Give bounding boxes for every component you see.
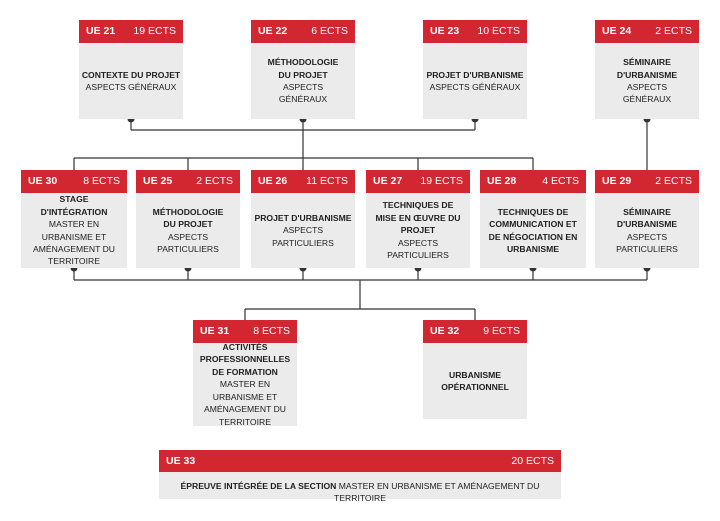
ue-ects: 19 ECTS — [420, 175, 463, 187]
ue-24-box — [595, 20, 699, 119]
ue-24-header — [595, 20, 699, 43]
ue-code: UE 32 — [430, 325, 460, 337]
ue-21-box — [79, 20, 183, 119]
ue-25-box — [136, 170, 240, 268]
ue-21-header — [79, 20, 183, 43]
ue-subtitle: ASPECTS PARTICULIERS — [272, 225, 334, 248]
ue-title: TECHNIQUES DE COMMUNICATION ET DE NÉGOCIATION EN URBANISME — [488, 206, 578, 254]
ue-code: UE 30 — [28, 175, 58, 187]
ue-subtitle: ASPECTS GÉNÉRAUX — [622, 82, 672, 105]
ue-code: UE 24 — [602, 25, 632, 37]
ue-32-header — [423, 320, 527, 343]
ue-30-header — [21, 170, 127, 193]
ue-code: UE 22 — [258, 25, 288, 37]
ue-subtitle: MASTER EN URBANISME ET AMÉNAGEMENT DU TERRITOIRE — [334, 481, 540, 504]
ue-28-header — [480, 170, 586, 193]
ue-29-box — [595, 170, 699, 268]
ue-subtitle: ASPECTS PARTICULIERS — [616, 231, 678, 254]
ue-code: UE 21 — [86, 25, 116, 37]
ue-23-header — [423, 20, 527, 43]
ue-22-header — [251, 20, 355, 43]
ue-ects: 2 ECTS — [196, 175, 233, 187]
ue-ects: 4 ECTS — [542, 175, 579, 187]
ue-code: UE 33 — [166, 455, 196, 467]
ue-31-header — [193, 320, 297, 343]
ue-title: MÉTHODOLOGIE DU PROJET — [152, 206, 224, 230]
ue-22-box — [251, 20, 355, 119]
ue-33-header — [159, 450, 561, 472]
ue-ects: 20 ECTS — [511, 455, 554, 467]
ue-title: ACTIVITÉS PROFESSIONNELLES DE FORMATION — [199, 342, 291, 377]
ue-25-header — [136, 170, 240, 193]
ue-code: UE 27 — [373, 175, 403, 187]
ue-28-box — [480, 170, 586, 268]
ue-27-box — [366, 170, 470, 268]
ue-30-box — [21, 170, 127, 268]
ue-title: CONTEXTE DU PROJET — [81, 69, 181, 80]
ue-title: TECHNIQUES DE MISE EN ŒUVRE DU PROJET — [375, 200, 461, 236]
ue-subtitle: ASPECTS PARTICULIERS — [157, 231, 219, 254]
ue-title: PROJET D'URBANISME — [254, 212, 352, 223]
ue-title: SÉMINAIRE D'URBANISME — [616, 206, 678, 230]
ue-title: SÉMINAIRE D'URBANISME — [616, 57, 678, 80]
ue-ects: 19 ECTS — [133, 25, 176, 37]
ue-subtitle: ASPECTS PARTICULIERS — [387, 237, 449, 261]
ue-29-header — [595, 170, 699, 193]
ue-33-box — [159, 450, 561, 504]
ue-subtitle: ASPECTS GÉNÉRAUX — [429, 82, 521, 92]
ue-subtitle: MASTER EN URBANISME ET AMÉNAGEMENT DU TERRITOIRE — [204, 379, 286, 427]
ue-27-header — [366, 170, 470, 193]
ue-26-box — [251, 170, 355, 268]
ue-code: UE 31 — [200, 325, 230, 337]
ue-ects: 8 ECTS — [83, 175, 120, 187]
ue-ects: 11 ECTS — [306, 175, 348, 187]
ue-title: MÉTHODOLOGIE DU PROJET — [267, 57, 339, 80]
ue-ects: 8 ECTS — [253, 325, 290, 337]
ue-code: UE 28 — [487, 175, 517, 187]
ue-ects: 2 ECTS — [655, 25, 692, 37]
ue-ects: 10 ECTS — [477, 25, 520, 37]
ue-31-box — [193, 320, 297, 426]
ue-ects: 2 ECTS — [655, 175, 692, 187]
ue-23-box — [423, 20, 527, 119]
ue-ects: 6 ECTS — [311, 25, 348, 37]
ue-subtitle: MASTER EN URBANISME ET AMÉNAGEMENT DU TERRITOIRE — [33, 219, 115, 267]
ue-26-header — [251, 170, 355, 193]
ue-subtitle: ASPECTS GÉNÉRAUX — [278, 82, 328, 105]
ue-code: UE 29 — [602, 175, 632, 187]
ue-title: ÉPREUVE INTÉGRÉE DE LA SECTION — [180, 481, 339, 491]
ue-32-box — [423, 320, 527, 419]
ue-title: PROJET D'URBANISME — [426, 69, 524, 80]
ue-code: UE 23 — [430, 25, 460, 37]
ue-subtitle: ASPECTS GÉNÉRAUX — [85, 82, 177, 92]
ue-code: UE 26 — [258, 175, 288, 187]
ue-title: URBANISME OPÉRATIONNEL — [441, 369, 509, 392]
ue-ects: 9 ECTS — [483, 325, 520, 337]
ue-title: STAGE D'INTÉGRATION — [40, 194, 108, 217]
ue-code: UE 25 — [143, 175, 173, 187]
